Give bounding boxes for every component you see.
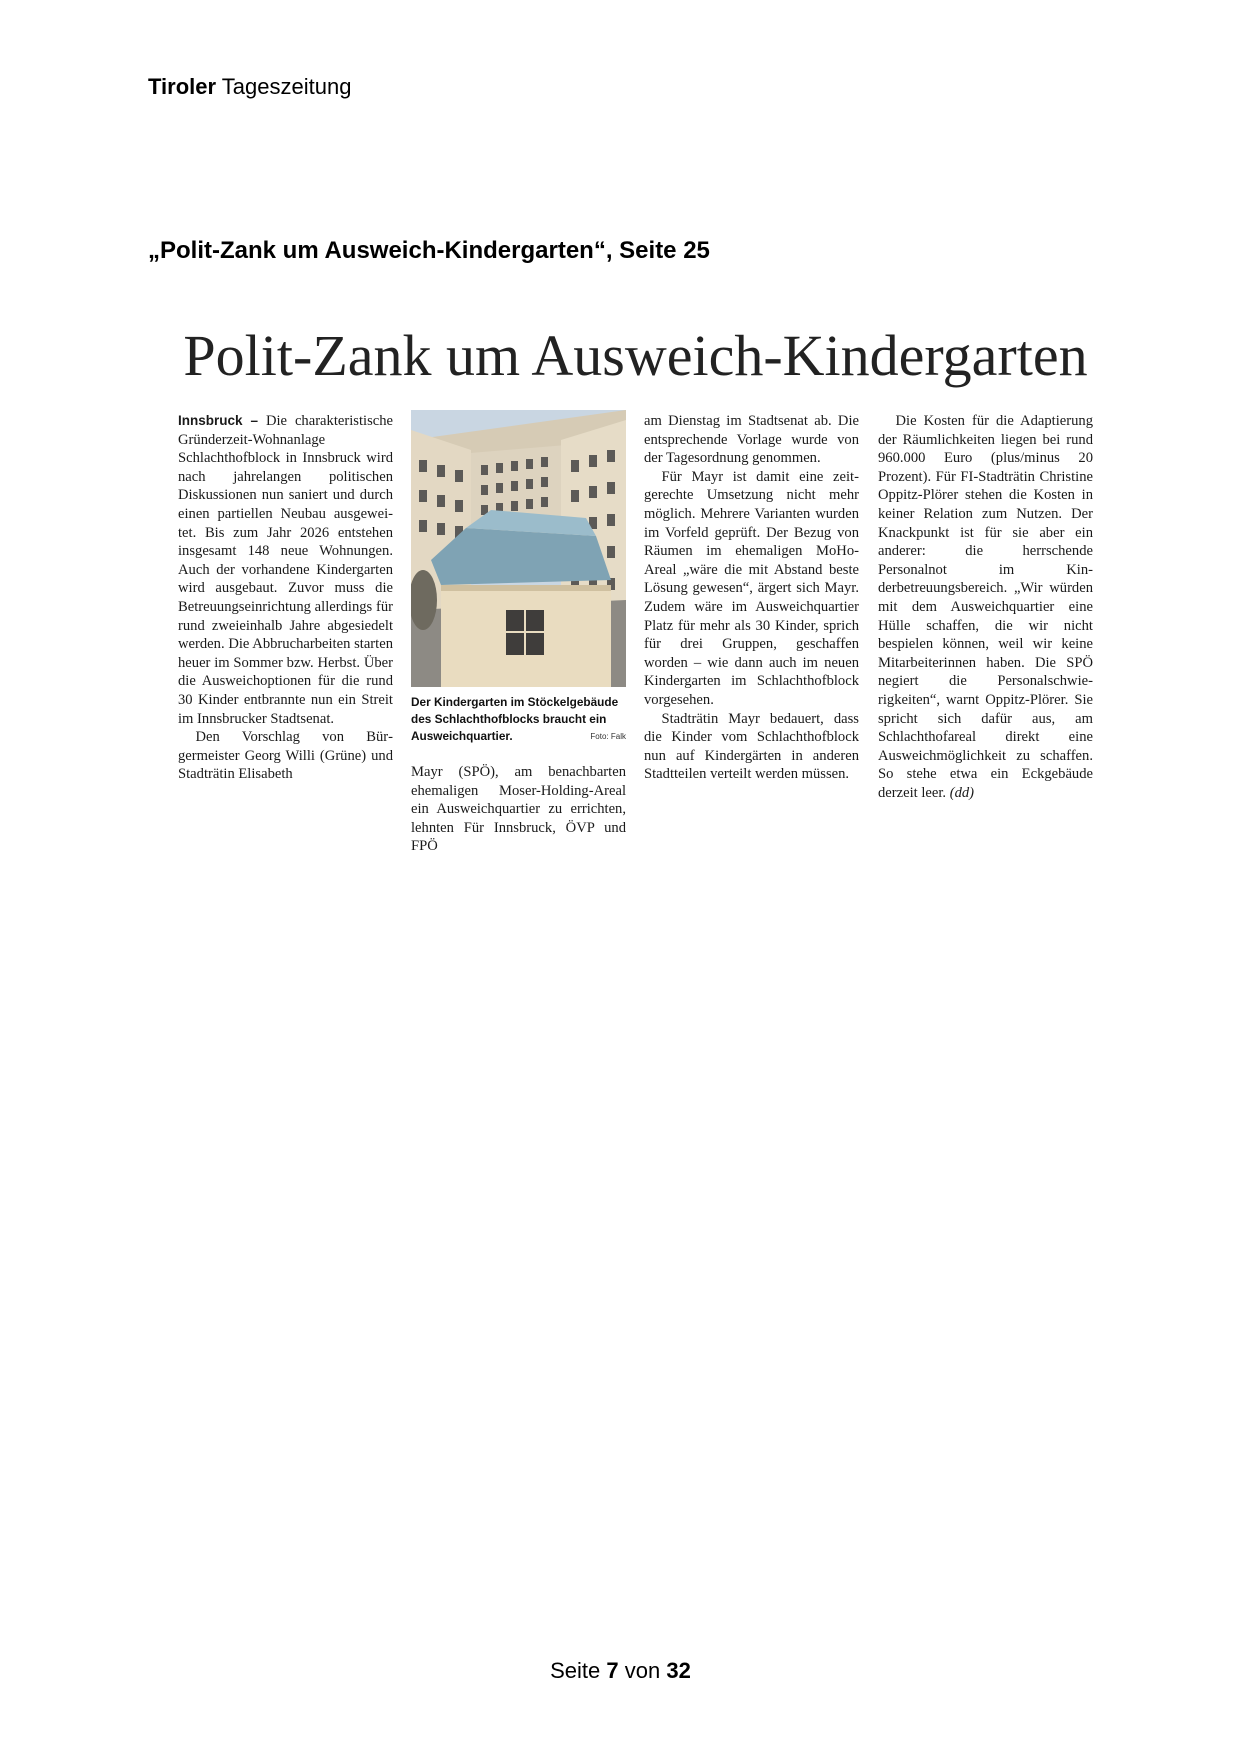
author-initials: (dd) [949, 784, 975, 801]
page-number-of: von [624, 1658, 661, 1683]
article-paragraph: Stadträtin Mayr bedauert, dass die Kinder vom Schlachthofblock nun auf Kindergärten in anderen Stadtteilen verteilt werden müssen. [644, 710, 859, 783]
publication-name-rest: Tageszeitung [216, 74, 352, 99]
article-dateline: Innsbruck – [178, 413, 259, 428]
photo-credit: Foto: Falk [590, 732, 626, 741]
page-number [0, 1658, 1241, 1684]
article-reference-title: „Polit-Zank um Ausweich-Kindergarten“, Seite 25 [148, 237, 710, 264]
article-column-1 [178, 412, 393, 784]
page-number-current: 7 [606, 1658, 619, 1683]
article-column-3 [644, 412, 859, 784]
article-paragraph: Die charakteristische Gründerzeit-Wohnanlage Schlachthofblock in Innsbruck wird nach jahrelangen politischen Diskussionen nun saniert und durch einen partiellen Neubau ausgeweitet. Bis zum Jahr 2026 entstehen insgesamt 148 neue Wohnungen. Auch der vorhandene Kindergarten wird ausgebaut. Zuvor muss die Betreuungseinrichtung allerdings für rund zweieinhalb Jahre abgesiedelt werden. Die Abbrucharbeiten starten heuer im Sommer bzw. Herbst. Über die Ausweichoptionen für die rund 30 Kinder entbrannte nun ein Streit im Innsbrucker Stadtsenat. [178, 413, 393, 727]
article-paragraph: am Dienstag im Stadtsenat ab. Die entsprechende Vorlage wurde von der Tagesordnung genommen. [644, 413, 859, 467]
article-column-2 [411, 410, 626, 856]
newspaper-clipping [178, 322, 1093, 870]
article-paragraph: Die Kosten für die Adaptierung der Räumlichkeiten liegen bei rund 960.000 Euro (plus/minus 20 Prozent). Für FI-Stadträtin Christine Oppitz-Plörer stehen die Kosten in keiner Relation zum Nutzen. Der Knackpunkt ist für sie aber ein anderer: die herrschende Personalnot im Kinderbetreuungsbereich. „Wir würden mit dem Ausweichquartier eine Hülle schaffen, die wir nicht bespielen können, weil wir keine Mitarbeiterinnen haben. Die SPÖ negiert die Personalschwierigkeiten“, warnt Oppitz-Plörer. Sie spricht sich dafür aus, am Schlachthofareal direkt eine Ausweichmöglichkeit zu schaffen. So stehe etwa ein Eckgebäude derzeit leer. [878, 413, 1093, 801]
page-number-label: Seite [550, 1658, 601, 1683]
article-headline: Polit-Zank um Ausweich-Kindergarten [183, 323, 1088, 388]
article-paragraph: Den Vorschlag von Bürgermeister Georg Willi (Grüne) und Stadträtin Elisabeth [178, 729, 393, 783]
photo-caption-text: Der Kindergarten im Stöckelgebäude des Schlachthofblocks braucht ein Ausweichquartier. [411, 695, 619, 743]
publication-name-bold: Tiroler [148, 74, 217, 99]
article-paragraph: Mayr (SPÖ), am benachbarten ehemaligen Moser-Holding-Areal ein Ausweichquartier zu errichten, lehnten Für Innsbruck, ÖVP und FPÖ [411, 764, 626, 855]
kindergarten-photo [411, 410, 626, 687]
publication-name [148, 74, 351, 100]
page-number-total: 32 [666, 1658, 691, 1683]
photo-caption [411, 694, 626, 745]
article-paragraph: Für Mayr ist damit eine zeitgerechte Umsetzung nicht mehr möglich. Mehrere Varianten wurden im Vorfeld geprüft. Der Bezug von Räumen im ehemaligen MoHo-Areal „wäre die mit Abstand beste Lösung gewesen“, ärgert sich Mayr. Zudem wäre im Ausweichquartier Platz für mehr als 30 Kinder, sprich für drei Gruppen, geschaffen worden – wie dann auch im neuen Kindergarten im Schlachthofblock vorgesehen. [644, 468, 859, 708]
article-column-4 [878, 412, 1093, 802]
